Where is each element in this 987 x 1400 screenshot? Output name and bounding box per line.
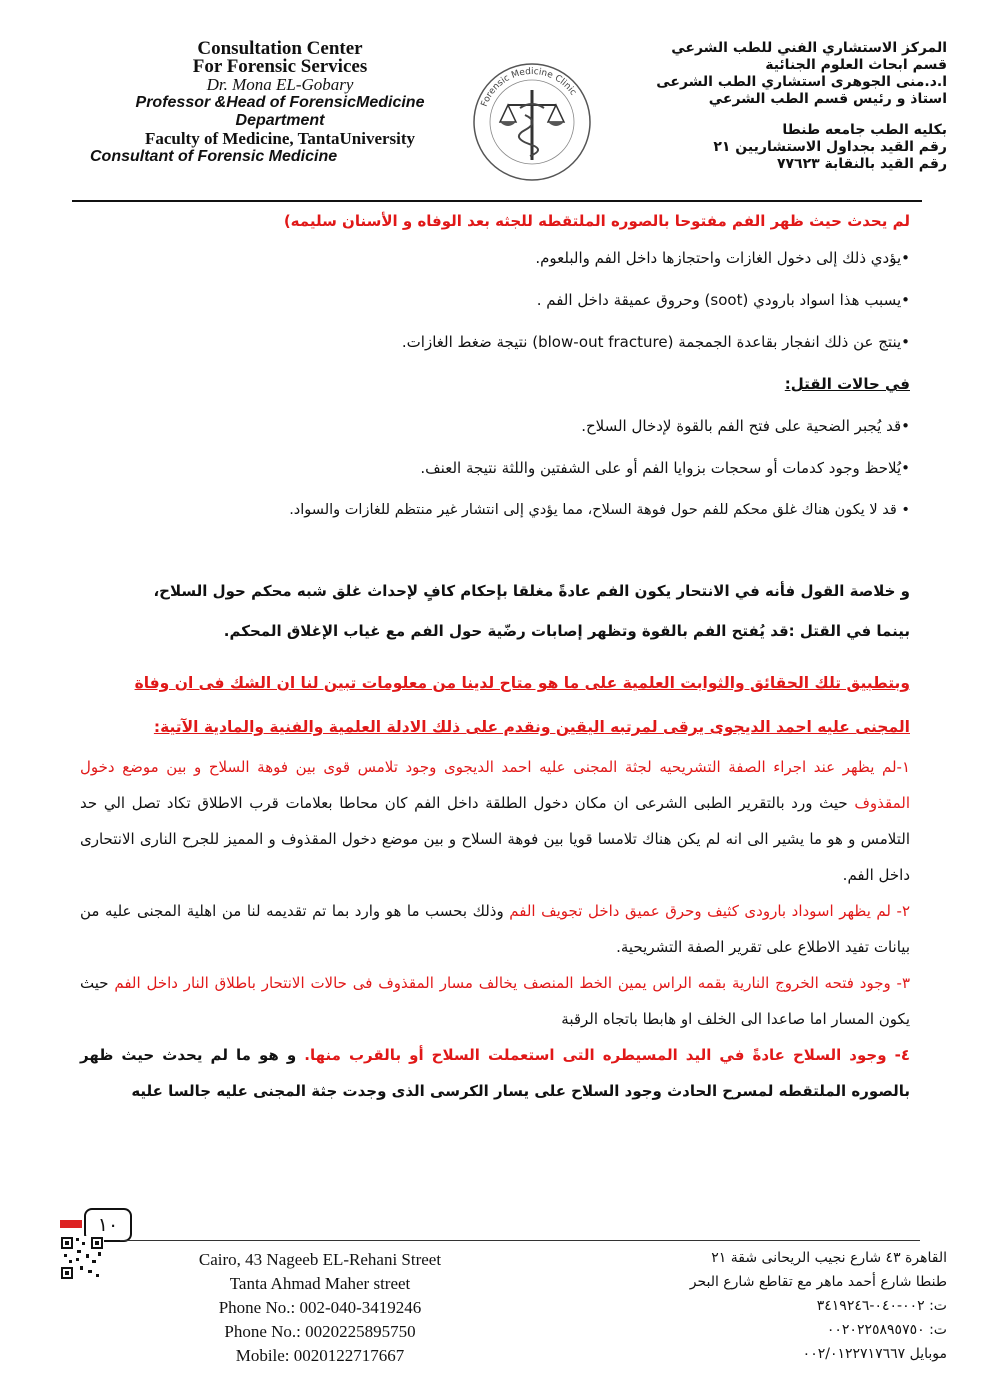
mobile-line: Mobile: 0020122717667 [235, 1346, 405, 1365]
clinic-logo [470, 60, 595, 185]
qr-code-icon [60, 1236, 104, 1280]
ar-address-line: القاهرة ٤٣ شارع نجيب الريحانى شقة ٢١ [711, 1250, 947, 1266]
conclusion-line: المجنى عليه احمد الديجوى يرقى لمرتبه اليقين ونقدم على ذلك الادلة العلمية والفنية والمادية الآتية: [153, 718, 910, 736]
evidence-item-1: ١-لم يظهر عند اجراء الصفة التشريحيه لجثة المجنى عليه احمد الديجوى وجود تلامس قوى بين فوهة السلاح و بين موضع دخول المقذوف حيث ورد بالتقرير الطبى الشرعى ان مكان دخول الطلقة داخل الفم كان محاطا بعلامات قرب الاطلاق تكاد تصل الي حد التلامس و هو ما يشير الى انه لم يكن هناك تلامسا قويا بين فوهة السلاح و بين موضع دخول المقذوف و المميز للجرح النارى الانتحارى داخل الفم. [80, 758, 910, 884]
phone-line: Phone No.: 0020225895750 [224, 1322, 416, 1341]
ar-faculty: بكليه الطب جامعه طنطا [782, 122, 947, 138]
bullet-item: •يسبب هذا اسواد بارودي (soot) وحروق عميقة داخل الفم . [536, 291, 910, 309]
doctor-name: Dr. Mona EL-Gobary [206, 75, 354, 94]
ar-doctor-title: استاذ و رئيس قسم الطب الشرعي [708, 91, 947, 107]
ar-center-name: المركز الاستشاري الفني للطب الشرعي [671, 40, 947, 56]
doctor-department: Department [235, 112, 325, 129]
summary-line: بينما في القتل :قد يُفتح الفم بالقوة وتظهر إصابات رضّية حول الفم مع غياب الإغلاق المحكم. [223, 622, 910, 640]
address-line: Cairo, 43 Nageeb EL-Rehani Street [198, 1250, 442, 1269]
faculty: Faculty of Medicine, TantaUniversity [144, 129, 416, 148]
evidence-item-4: ٤- وجود السلاح عادةً في اليد المسيطره التى استعملت السلاح أو بالقرب منها. و هو ما لم يحدث حيث ظهر بالصوره الملتقطه لمسرح الحادث وجود السلاح على يسار الكرسى الذى وجدت جثة المجنى عليه جالسا عليه [80, 1046, 910, 1100]
footer-divider [120, 1240, 920, 1241]
bullet-item: • قد لا يكون هناك غلق محكم للفم حول فوهة السلاح، مما يؤدي إلى انتشار غير منتظم للغازات والسواد. [289, 502, 910, 518]
bullet-item: •يُلاحظ وجود كدمات أو سحجات بزوايا الفم أو على الشفتين واللثة نتيجة العنف. [420, 459, 910, 477]
phone-line: Phone No.: 002-040-3419246 [218, 1298, 422, 1317]
english-address [150, 1248, 490, 1368]
evidence-item-2: ٢- لم يظهر اسوداد بارودى كثيف وحرق عميق داخل تجويف الفم وذلك بحسب ما هو وارد بما تم تقديمه لنا من اهلية المجنى عليه من بيانات تفيد الاطلاع على تقرير الصفة التشريحية. [80, 902, 910, 956]
section-subheading: في حالات القتل: [784, 375, 910, 393]
arabic-letterhead [617, 40, 947, 173]
english-letterhead [60, 40, 500, 166]
summary-line: و خلاصة القول فأنه في الانتحار يكون الفم عادةً مغلقا بإحكام كافٍ لإحداث غلق شبه محكم حول السلاح، [153, 582, 910, 600]
center-name: Consultation Center [197, 38, 363, 59]
page-number: ١٠ [84, 1208, 132, 1242]
svg-text:Forensic Medicine Clinic: Forensic Medicine Clinic [479, 66, 578, 109]
bullet-item: •ينتج عن ذلك انفجار بقاعدة الجمجمة (blow-out fracture) نتيجة ضغط الغازات. [401, 333, 910, 351]
consultant-title: Consultant of Forensic Medicine [90, 148, 338, 165]
ar-mobile-line: موبايل ٠٠٢/٠١٢٢٧١٧٦٦٧ [802, 1346, 947, 1362]
ar-registry: رقم القيد بجداول الاستشاريين ٢١ [713, 139, 947, 155]
address-line: Tanta Ahmad Maher street [229, 1274, 411, 1293]
ar-syndicate: رقم القيد بالنقابة ٧٧٦٢٣ [776, 156, 947, 172]
bullet-item: •يؤدي ذلك إلى دخول الغازات واحتجازها داخل الفم والبلعوم. [535, 249, 910, 267]
ar-doctor: ا.د.منى الجوهرى استشاري الطب الشرعى [656, 74, 947, 90]
doctor-title: Professor &Head of ForensicMedicine [135, 94, 425, 111]
header-divider [72, 200, 922, 202]
evidence-item-3: ٣- وجود فتحه الخروج النارية بقمه الراس يمين الخط المنصف يخالف مسار المقذوف فى حالات الانتحار باطلاق النار داخل الفم حيث يكون المسار اما صاعدا الى الخلف او هابطا باتجاه الرقبة [80, 974, 910, 1028]
ar-phone-line: ت: ٠٠٢-٠٤٠-٣٤١٩٢٤٦ [816, 1298, 947, 1314]
conclusion-line: وبتطبيق تلك الحقائق والثوابت العلمية على ما هو متاح لدينا من معلومات تبين لنا ان الشك فى ان وفاة [134, 674, 910, 692]
arabic-address [617, 1246, 947, 1366]
red-heading: لم يحدث حيث ظهر الفم مفتوحا بالصوره الملتقطه للجثه بعد الوفاه و الأسنان سليمه) [283, 212, 910, 230]
bullet-item: •قد يُجبر الضحية على فتح الفم بالقوة لإدخال السلاح. [581, 417, 910, 435]
ar-department: قسم ابحاث العلوم الجنائية [765, 57, 947, 73]
ar-address-line: طنطا شارع أحمد ماهر مع تقاطع شارع البحر [689, 1274, 947, 1290]
red-tag [60, 1220, 82, 1228]
center-subtitle: For Forensic Services [192, 56, 368, 77]
ar-phone-line: ت: ٠٠٢٠٢٢٥٨٩٥٧٥٠ [826, 1322, 947, 1338]
report-body [80, 205, 910, 1109]
